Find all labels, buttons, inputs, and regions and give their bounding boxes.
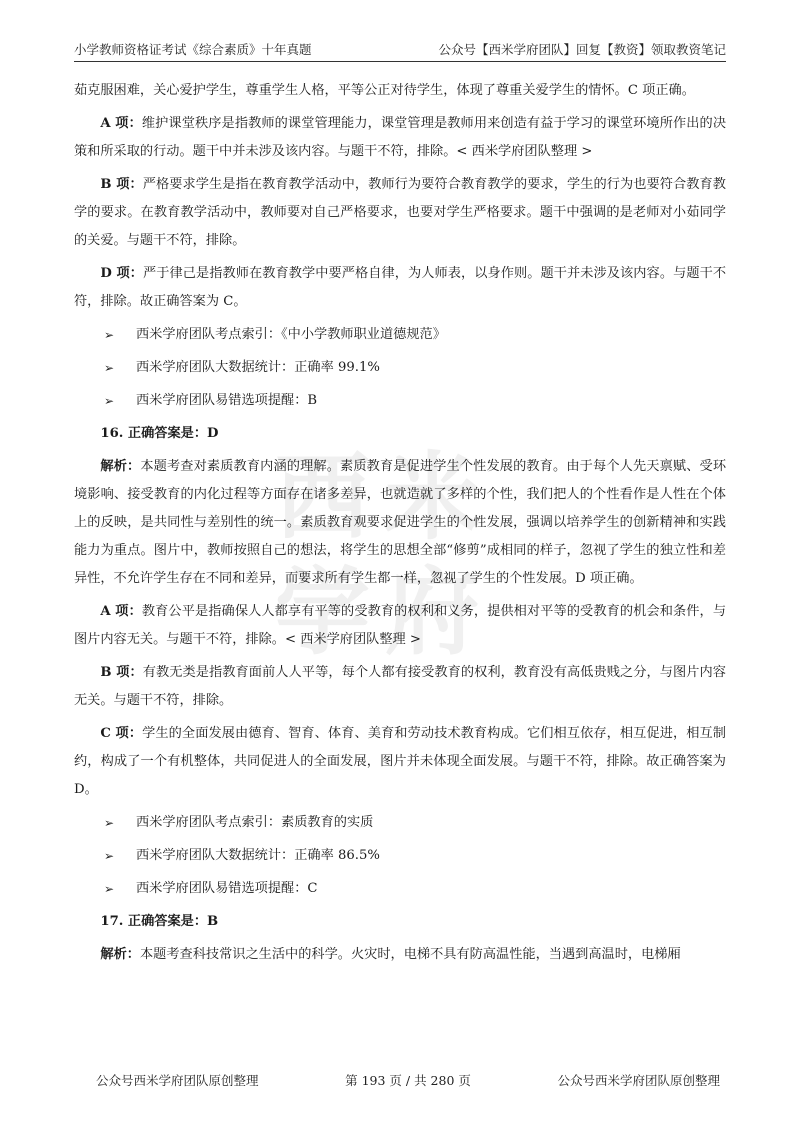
list-item <box>74 321 726 349</box>
option-text: 学生的全面发展由德育、智育、体育、美育和劳动技术教育构成。它们相互依存，相互促进，相互制约，构成了一个有机整体，共同促进人的全面发展，图片并未体现全面发展。与题干不符，排除。故正确答案为 D。 <box>74 726 726 797</box>
intro-option-b <box>74 171 726 255</box>
analysis-text: 本题考查科技常识之生活中的科学。火灾时，电梯不具有防高温性能，当遇到高温时，电梯厢 <box>139 947 681 962</box>
arrow-bullet-icon: ➢ <box>104 394 115 408</box>
option-label: D 项： <box>100 266 143 281</box>
q17-analysis <box>74 941 726 969</box>
bullet-text: 西米学府团队易错选项提醒：C <box>136 881 318 896</box>
list-item <box>74 809 726 837</box>
header-book-title: 小学教师资格证考试《综合素质》十年真题 <box>74 42 312 57</box>
page-content <box>74 77 726 974</box>
arrow-bullet-icon: ➢ <box>104 882 115 896</box>
watermark-char-1: 西 <box>275 443 371 553</box>
list-item <box>74 354 726 382</box>
watermark-char-3: 学 <box>275 558 371 668</box>
option-text: 维护课堂秩序是指教师的课堂管理能力，课堂管理是教师用来创造有益于学习的课堂环境所作出的决策和所采取的行动。题干中并未涉及该内容。与题干不符，排除。< 西米学府团队整理 > <box>74 116 727 159</box>
bullet-text: 西米学府团队考点索引：《中小学教师职业道德规范》 <box>136 327 446 342</box>
footer-right-credit: 公众号西米学府团队原创整理 <box>557 1073 720 1088</box>
analysis-label: 解析： <box>100 947 140 962</box>
header-promo: 公众号【西米学府团队】回复【教资】领取教资笔记 <box>438 42 726 57</box>
page-number: 第 193 页 / 共 280 页 <box>345 1073 471 1088</box>
analysis-text: 本题考查对素质教育内涵的理解。素质教育是促进学生个性发展的教育。由于每个人先天禀赋、受环境影响、接受教育的内化过程等方面存在诸多差异，也就造就了多样的个性，我们把人的个性看作是人性在个体上的反映，是共同性与差别性的统一。素质教育观要求促进学生的个性发展，强调以培养学生的创新精神和实践能力为重点。图片中，教师按照自己的想法，将学生的思想全部“修剪”成相同的样子，忽视了学生的独立性和差异性，不允许学生存在不同和差异，而要求所有学生都一样，忽视了学生的个性发展。D 项正确。 <box>74 459 727 586</box>
bullet-text: 西米学府团队考点索引：素质教育的实质 <box>136 815 374 830</box>
bullet-text: 西米学府团队大数据统计：正确率 99.1% <box>136 360 380 375</box>
arrow-bullet-icon: ➢ <box>104 849 115 863</box>
q17-answer-heading: 17. 正确答案是：B <box>100 914 219 929</box>
intro-option-d <box>74 260 726 316</box>
page-header <box>74 40 726 58</box>
arrow-bullet-icon: ➢ <box>104 361 115 375</box>
q16-option-a <box>74 598 726 654</box>
list-item <box>74 875 726 903</box>
q16-option-b <box>74 659 726 715</box>
option-text: 严于律己是指教师在教育教学中要严格自律，为人师表，以身作则。题干并未涉及该内容。与题干不符，排除。故正确答案为 C。 <box>74 266 727 309</box>
option-label: A 项： <box>100 116 142 131</box>
bullet-text: 西米学府团队易错选项提醒：B <box>136 393 318 408</box>
intro-continuation: 茹克服困难，关心爱护学生，尊重学生人格，平等公正对待学生，体现了尊重关爱学生的情怀。C 项正确。 <box>74 83 695 98</box>
option-label: A 项： <box>100 604 142 619</box>
footer-left-credit: 公众号西米学府团队原创整理 <box>96 1073 259 1088</box>
list-item <box>74 842 726 870</box>
analysis-label: 解析： <box>100 459 141 474</box>
header-divider <box>74 61 726 62</box>
list-item <box>74 387 726 415</box>
option-label: C 项： <box>100 726 143 741</box>
option-label: B 项： <box>100 177 143 192</box>
q16-option-c <box>74 720 726 804</box>
q16-answer-heading: 16. 正确答案是：D <box>100 426 219 441</box>
watermark-char-2: 米 <box>385 443 481 553</box>
arrow-bullet-icon: ➢ <box>104 328 115 342</box>
bullet-text: 西米学府团队大数据统计：正确率 86.5% <box>136 848 380 863</box>
option-text: 有教无类是指教育面前人人平等，每个人都有接受教育的权利，教育没有高低贵贱之分，与图片内容无关。与题干不符，排除。 <box>74 665 726 708</box>
page-footer <box>96 1071 720 1089</box>
intro-option-a <box>74 110 726 166</box>
option-label: B 项： <box>100 665 143 680</box>
arrow-bullet-icon: ➢ <box>104 816 115 830</box>
option-text: 严格要求学生是指在教育教学活动中，教师行为要符合教育教学的要求，学生的行为也要符合教育教学的要求。在教育教学活动中，教师要对自己严格要求，也要对学生严格要求。题干中强调的是老师对小茹同学的关爱。与题干不符，排除。 <box>74 177 726 248</box>
watermark-char-4: 府 <box>385 558 481 668</box>
q16-analysis <box>74 453 726 593</box>
option-text: 教育公平是指确保人人都享有平等的受教育的权利和义务，提供相对平等的受教育的机会和条件，与图片内容无关。与题干不符，排除。< 西米学府团队整理 > <box>74 604 727 647</box>
